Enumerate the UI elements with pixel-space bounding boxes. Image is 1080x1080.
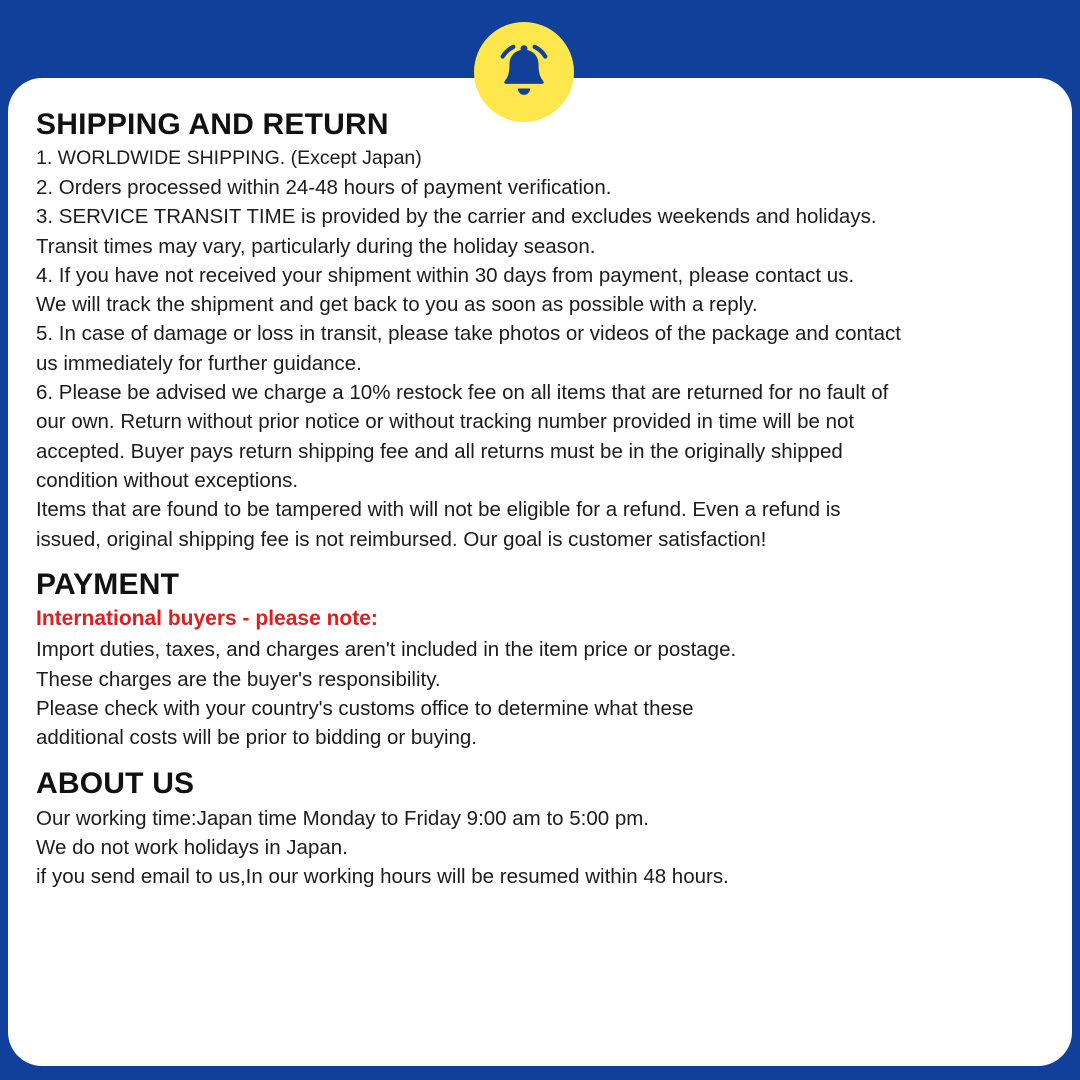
policy-card (8, 78, 1072, 1066)
shipping-line: 3. SERVICE TRANSIT TIME is provided by the carrier and excludes weekends and holidays. (36, 205, 877, 229)
shipping-line: issued, original shipping fee is not reimbursed. Our goal is customer satisfaction! (36, 527, 767, 551)
payment-line: These charges are the buyer's responsibility. (36, 667, 441, 691)
about-line: We do not work holidays in Japan. (36, 835, 348, 859)
shipping-line: our own. Return without prior notice or without tracking number provided in time will be not (36, 410, 855, 434)
shipping-line: 2. Orders processed within 24-48 hours of payment verification. (36, 175, 612, 199)
shipping-line: 1. WORLDWIDE SHIPPING. (Except Japan) (36, 147, 422, 169)
international-buyers-note: International buyers - please note: (36, 606, 378, 630)
about-line: if you send email to us,In our working hours will be resumed within 48 hours. (36, 865, 729, 889)
payment-line: Import duties, taxes, and charges aren't included in the item price or postage. (36, 638, 737, 662)
page-title: SHIPPING AND RETURN (36, 108, 389, 141)
shipping-line: condition without exceptions. (36, 469, 299, 492)
bell-icon (493, 41, 555, 103)
about-line: Our working time:Japan time Monday to Friday 9:00 am to 5:00 pm. (36, 806, 649, 830)
shipping-line: accepted. Buyer pays return shipping fee and all returns must be in the originally shipped (36, 439, 843, 463)
about-section (36, 767, 1044, 892)
shipping-line: We will track the shipment and get back to you as soon as possible with a reply. (36, 293, 758, 317)
shipping-line: 4. If you have not received your shipment within 30 days from payment, please contact us. (36, 263, 855, 287)
shipping-line: Items that are found to be tampered with will not be eligible for a refund. Even a refund is (36, 498, 841, 522)
shipping-section (36, 108, 1044, 554)
payment-section (36, 568, 1044, 753)
bell-badge (474, 22, 574, 122)
shipping-line: 6. Please be advised we charge a 10% restock fee on all items that are returned for no fault of (36, 381, 889, 405)
shipping-line: Transit times may vary, particularly during the holiday season. (36, 234, 596, 258)
shipping-line: 5. In case of damage or loss in transit, please take photos or videos of the package and contact (36, 322, 901, 346)
shipping-line: us immediately for further guidance. (36, 351, 362, 375)
payment-line: Please check with your country's customs office to determine what these (36, 696, 694, 720)
payment-line: additional costs will be prior to bidding or buying. (36, 726, 478, 750)
about-title: ABOUT US (36, 766, 195, 800)
payment-title: PAYMENT (36, 567, 180, 601)
